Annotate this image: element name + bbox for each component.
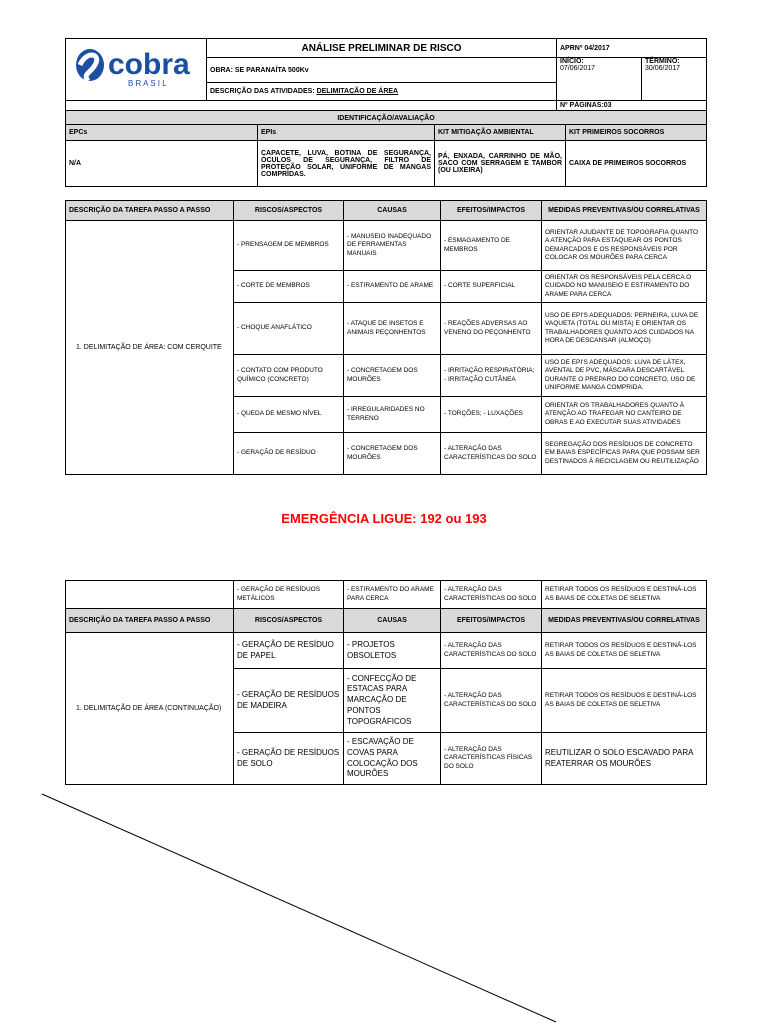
header-table <box>65 38 707 127</box>
logo-cell <box>66 39 207 101</box>
epcs-value: N/A <box>66 141 258 187</box>
equipment-table <box>65 124 707 187</box>
effect-cell: - ALTERAÇÃO DAS CARACTERÍSTICAS DO SOLO <box>441 433 542 475</box>
header-risks: RISCOS/ASPECTOS <box>234 201 344 221</box>
kit-mitigacao-header: KIT MITIGAÇÃO AMBIENTAL <box>435 125 566 141</box>
activities-description <box>207 83 557 101</box>
table-row <box>66 221 707 271</box>
risk-cell: - GERAÇÃO DE RESÍDUO DE PAPEL <box>234 633 344 669</box>
effect-cell: - ESMAGAMENTO DE MEMBROS <box>441 221 542 271</box>
risk-table-2 <box>65 580 707 785</box>
header-effects: EFEITOS/IMPACTOS <box>441 609 542 633</box>
task-description: 1. DELIMITAÇÃO DE ÁREA: COM CERQUITE <box>66 221 234 475</box>
header-task: DESCRIÇÃO DA TAREFA PASSO A PASSO <box>66 201 234 221</box>
header-task: DESCRIÇÃO DA TAREFA PASSO A PASSO <box>66 609 234 633</box>
measure-cell: ORIENTAR OS RESPONSÁVEIS PELA CERCA O CUIDADO NO MANUSEIO E ESTIRAMENTO DO ARAME PARA CERCA <box>542 271 707 303</box>
task-description: 1. DELIMITAÇÃO DE ÁREA (CONTINUAÇÃO) <box>66 633 234 785</box>
document-title: ANÁLISE PRELIMINAR DE RISCO <box>207 39 557 58</box>
effect-cell: - REAÇÕES ADVERSAS AO VENENO DO PEÇONHENTO <box>441 303 542 355</box>
cause-cell: - CONFECÇÃO DE ESTACAS PARA MARCAÇÃO DE PONTOS TOPOGRÁFICOS <box>344 669 441 733</box>
effect-cell: - ALTERAÇÃO DAS CARACTERÍSTICAS DO SOLO <box>441 581 542 609</box>
measure-cell: ORIENTAR OS TRABALHADORES QUANTO À ATENÇÃO AO TRAFEGAR NO CANTEIRO DE OBRAS E AO EXECUTAR SUAS ATIVIDADES <box>542 397 707 433</box>
effect-cell: - TORÇÕES; - LUXAÇÕES <box>441 397 542 433</box>
termino-cell <box>642 58 707 101</box>
measure-cell: RETIRAR TODOS OS RESÍDUOS E DESTINÁ-LOS AS BAIAS DE COLETAS DE SELETIVA <box>542 581 707 609</box>
cause-cell: - IRREGULARIDADES NO TERRENO <box>344 397 441 433</box>
cause-cell: - CONCRETAGEM DOS MOURÕES <box>344 433 441 475</box>
risk-cell: - GERAÇÃO DE RESÍDUOS DE MADEIRA <box>234 669 344 733</box>
header-measures: MEDIDAS PREVENTIVAS/OU CORRELATIVAS <box>542 201 707 221</box>
risk-cell: - GERAÇÃO DE RESÍDUOS DE SOLO <box>234 733 344 785</box>
risk-cell: - CORTE DE MEMBROS <box>234 271 344 303</box>
empty-cell <box>66 581 234 609</box>
cause-cell: - CONCRETAGEM DOS MOURÕES <box>344 355 441 397</box>
measure-cell: USO DE EPI'S ADEQUADOS: PERNEIRA, LUVA DE VAQUETA (TOTAL OU MISTA) E ORIENTAR OS TRABALHADORES QUANTO AOS CUIDADOS NA HORA DE DESCANSAR (ALMOÇO) <box>542 303 707 355</box>
effect-cell: - ALTERAÇÃO DAS CARACTERÍSTICAS DO SOLO <box>441 633 542 669</box>
risk-cell: - QUEDA DE MESMO NÍVEL <box>234 397 344 433</box>
risk-cell: - CHOQUE ANAFLÁTICO <box>234 303 344 355</box>
effect-cell: - IRRITAÇÃO RESPIRATÓRIA; - IRRITAÇÃO CUTÂNEA <box>441 355 542 397</box>
termino-label: TÉRMINO: <box>645 58 680 65</box>
activities-prefix: DESCRIÇÃO DAS ATIVIDADES: <box>210 88 317 95</box>
effect-cell: - ALTERAÇÃO DAS CARACTERÍSTICAS DO SOLO <box>441 669 542 733</box>
epis-value: CAPACETE, LUVA, BOTINA DE SEGURANÇA, ÓCULOS DE SEGURANÇA, FILTRO DE PROTEÇÃO SOLAR, UNIFORME DE MANGAS COMPRIDAS. <box>258 141 435 187</box>
spacer-cell <box>66 101 557 111</box>
risk-cell: - PRENSAGEM DE MEMBROS <box>234 221 344 271</box>
measure-cell: RETIRAR TODOS OS RESÍDUOS E DESTINÁ-LOS AS BAIAS DE COLETAS DE SELETIVA <box>542 633 707 669</box>
epis-header: EPIs <box>258 125 435 141</box>
cause-cell: - ATAQUE DE INSETOS E ANIMAIS PEÇONHENTOS <box>344 303 441 355</box>
activities-value: DELIMITAÇÃO DE ÁREA <box>316 88 399 95</box>
section-title: IDENTIFICAÇÃO/AVALIAÇÃO <box>66 111 707 127</box>
table-row <box>66 581 707 609</box>
obra-label: OBRA: SE PARANAÍTA 500Kv <box>207 58 557 83</box>
header-measures: MEDIDAS PREVENTIVAS/OU CORRELATIVAS <box>542 609 707 633</box>
measure-cell: USO DE EPI'S ADEQUADOS: LUVA DE LÁTEX, AVENTAL DE PVC, MÁSCARA DESCARTÁVEL DURANTE O PREPARO DO CONCRETO, USO DE UNIFORME MANGA COMPRIDA. <box>542 355 707 397</box>
header-effects: EFEITOS/IMPACTOS <box>441 201 542 221</box>
inicio-label: INÍCIO: <box>560 58 584 65</box>
emergency-notice: EMERGÊNCIA LIGUE: 192 ou 193 <box>281 511 487 526</box>
header-causes: CAUSAS <box>344 609 441 633</box>
measure-cell: SEGREGAÇÃO DOS RESÍDUOS DE CONCRETO EM BAIAS ESPECÍFICAS PARA QUE POSSAM SER DESTINADOS À RECICLAGEM OU REUTILIZAÇÃO <box>542 433 707 475</box>
epcs-header: EPCs <box>66 125 258 141</box>
logo-subtext: B R A S I L <box>128 79 167 88</box>
termino-value: 30/06/2017 <box>645 65 681 72</box>
header-risks: RISCOS/ASPECTOS <box>234 609 344 633</box>
header-causes: CAUSAS <box>344 201 441 221</box>
risk-table-1 <box>65 200 707 475</box>
risk-cell: - CONTATO COM PRODUTO QUÍMICO (CONCRETO) <box>234 355 344 397</box>
measure-cell: RETIRAR TODOS OS RESÍDUOS E DESTINÁ-LOS AS BAIAS DE COLETAS DE SELETIVA <box>542 669 707 733</box>
apr-number: APRNº 04/2017 <box>557 39 707 58</box>
cobra-logo <box>66 39 207 95</box>
measure-cell: REUTILIZAR O SOLO ESCAVADO PARA REATERRAR OS MOURÕES <box>542 733 707 785</box>
logo-text: cobra <box>108 48 190 81</box>
risk-cell: - GERAÇÃO DE RESÍDUO <box>234 433 344 475</box>
paginas-label: Nº PÁGINAS:03 <box>557 101 707 111</box>
kit-socorros-value: CAIXA DE PRIMEIROS SOCORROS <box>566 141 707 187</box>
risk-cell: - GERAÇÃO DE RESÍDUOS METÁLICOS <box>234 581 344 609</box>
cause-cell: - MANUSEIO INADEQUADO DE FERRAMENTAS MANUAIS <box>344 221 441 271</box>
effect-cell: - ALTERAÇÃO DAS CARACTERÍSTICAS FÍSICAS DO SOLO <box>441 733 542 785</box>
cause-cell: - ESTIRAMENTO DE ARAME <box>344 271 441 303</box>
cause-cell: - ESTIRAMENTO DO ARAME PARA CERCA <box>344 581 441 609</box>
cause-cell: - ESCAVAÇÃO DE COVAS PARA COLOCAÇÃO DOS MOURÕES <box>344 733 441 785</box>
kit-mitigacao-value: PÁ, ENXADA, CARRINHO DE MÃO, SACO COM SERRAGEM E TAMBOR (OU LIXEIRA) <box>435 141 566 187</box>
measure-cell: ORIENTAR AJUDANTE DE TOPOGRAFIA QUANTO A ATENÇÃO PARA ESTAQUEAR OS PONTOS DEMARCADOS E OS RESPONSÁVEIS POR COLOCAR OS MOURÕES PARA CERCA <box>542 221 707 271</box>
inicio-value: 07/06/2017 <box>560 65 596 72</box>
kit-socorros-header: KIT PRIMEIROS SOCORROS <box>566 125 707 141</box>
inicio-cell <box>557 58 642 101</box>
cause-cell: - PROJETOS OBSOLETOS <box>344 633 441 669</box>
table-row <box>66 633 707 669</box>
effect-cell: - CORTE SUPERFICIAL <box>441 271 542 303</box>
